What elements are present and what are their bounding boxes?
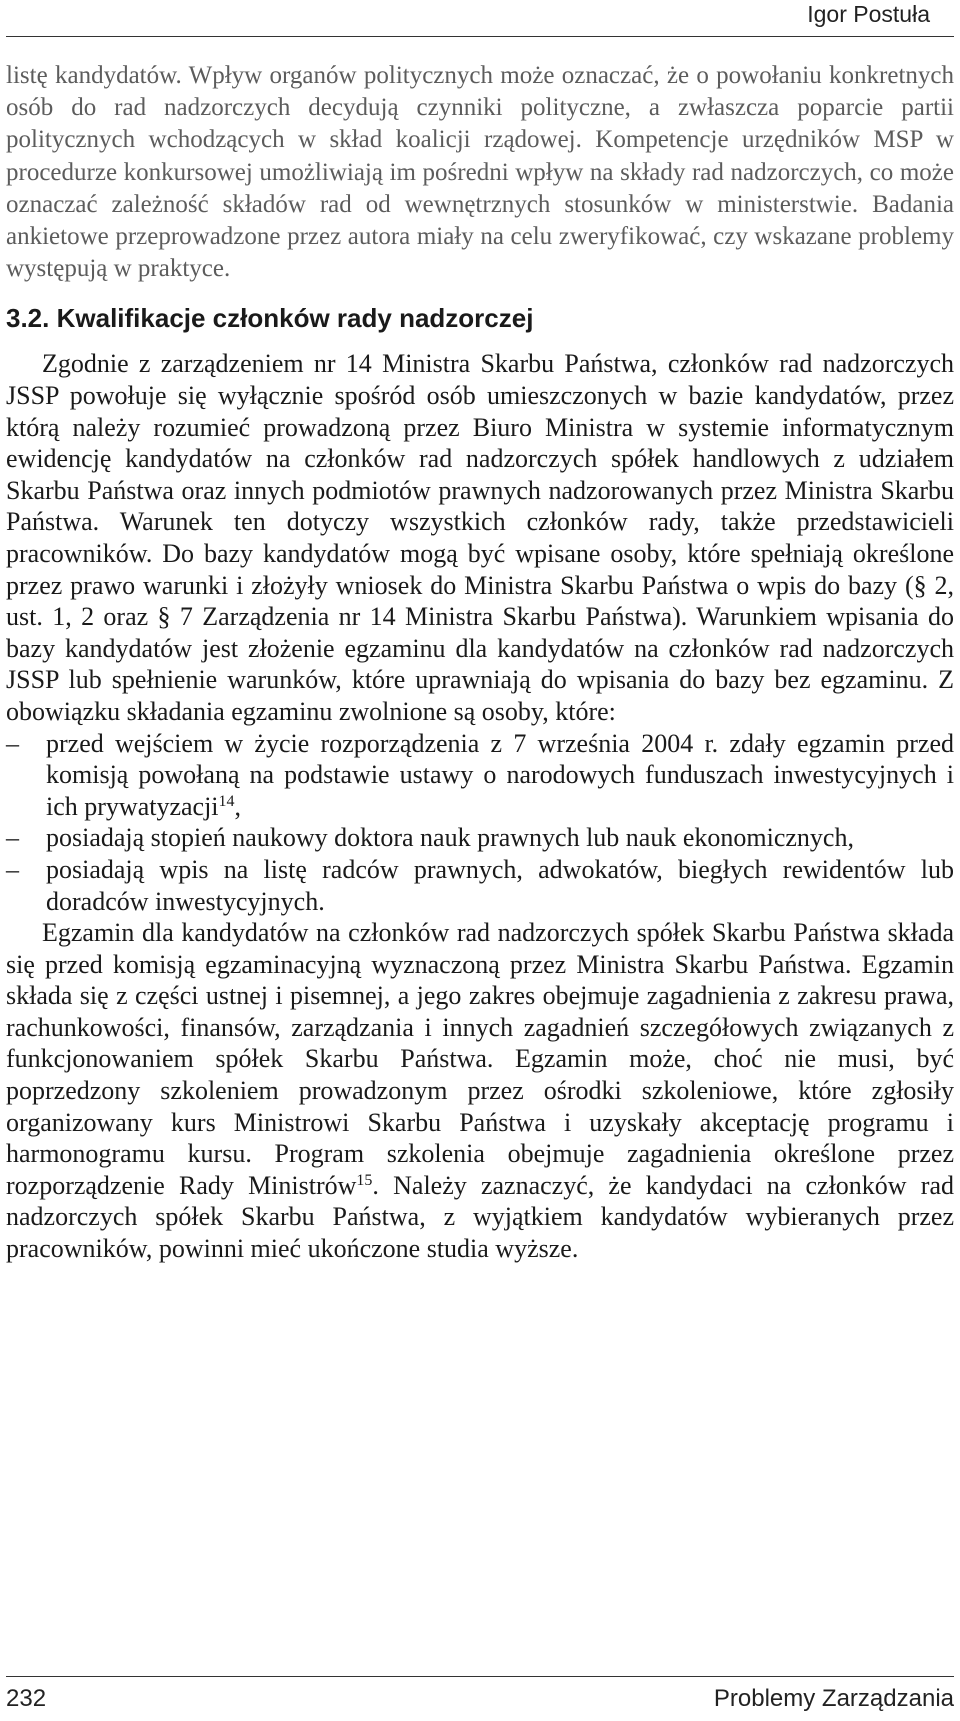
- footer-divider: [6, 1676, 954, 1677]
- exemption-list: [6, 728, 954, 918]
- paragraph-exam-text: Egzamin dla kandydatów na członków rad nadzorczych spółek Skarbu Państwa składa się przed komisją egzaminacyjną wyznaczoną przez Ministra Skarbu Państwa. Egzamin składa się z części ustnej i pisemnej, a jego zakres obejmuje zagadnienia z zakresu prawa, rachunkowości, finansów, zarządzania i innych zagadnień szczegółowych związanych z funkcjonowaniem spółek Skarbu Państwa. Egzamin może, choć nie musi, być poprzedzony szkoleniem prowadzonym przez ośrodki szkoleniowe, które zgłosiły organizowany kurs Ministrowi Skarbu Państwa i uzyskały akceptację programu i harmonogramu kursu. Program szkolenia obejmuje zagadnienia określone przez rozporządzenie Rady Ministrów: [6, 918, 954, 1200]
- running-head-author: Igor Postuła: [807, 1, 930, 27]
- page-body: [6, 60, 954, 1265]
- footnote-ref: 15: [356, 1171, 373, 1189]
- list-dash: –: [6, 854, 19, 884]
- list-item-text: posiadają wpis na listę radców prawnych, adwokatów, biegłych rewidentów lub doradców inwestycyjnych.: [46, 854, 954, 916]
- section-number: 3.2.: [6, 303, 50, 334]
- list-dash: –: [6, 728, 19, 758]
- list-item-text: przed wejściem w życie rozporządzenia z 7 września 2004 r. zdały egzamin przed komisją powołaną na podstawie ustawy o narodowych funduszach inwestycyjnych i ich prywatyzacji: [46, 728, 954, 821]
- section-heading: [6, 302, 954, 334]
- list-item: [6, 728, 954, 823]
- paragraph-exam: [6, 917, 954, 1265]
- intro-paragraph: listę kandydatów. Wpływ organów politycznych może oznaczać, że o powołaniu konkretnych osób do rad nadzorczych decydują czynniki polityczne, a zwłaszcza poparcie partii politycznych wchodzących w skład koalicji rządowej. Kompetencje urzędników MSP w procedurze konkursowej umożliwiają im pośredni wpływ na składy rad nadzorczych, co może oznaczać zależność składów rad od wewnętrznych stosunków w ministerstwie. Badania ankietowe przeprowadzone przez autora miały na celu zweryfikować, czy wskazane problemy występują w praktyce.: [6, 62, 954, 283]
- journal-title: Problemy Zarządzania: [713, 1685, 954, 1712]
- page-number: 232: [6, 1685, 47, 1712]
- paragraph-qualifications: Zgodnie z zarządzeniem nr 14 Ministra Skarbu Państwa, członków rad nadzorczych JSSP powołuje się wyłącznie spośród osób umieszczonych w bazie kandydatów, przez którą należy rozumieć prowadzoną przez Biuro Ministra w systemie informatycznym ewidencję kandydatów na członków rad nadzorczych spółek handlowych z udziałem Skarbu Państwa oraz innych podmiotów prawnych nadzorowanych przez Ministra Skarbu Państwa. Warunek ten dotyczy wszystkich członków rady, także przedstawicieli pracowników. Do bazy kandydatów mogą być wpisane osoby, które spełniają określone przez prawo warunki i złożyły wniosek do Ministra Skarbu Państwa o wpis do bazy (§ 2, ust. 1, 2 oraz § 7 Zarządzenia nr 14 Ministra Skarbu Państwa). Warunkiem wpisania do bazy kandydatów jest złożenie egzaminu dla kandydatów na członków rad nadzorczych JSSP lub spełnienie warunków, które uprawniają do wpisania do bazy bez egzaminu. Z obowiązku składania egzaminu zwolnione są osoby, które:: [6, 349, 954, 726]
- list-item: [6, 822, 954, 854]
- paragraph-exam-text-end: . Należy zaznaczyć, że kandydaci na członków rad nadzorczych spółek Skarbu Państwa, z wyjątkiem kandydatów wybieranych przez pracowników, powinni mieć ukończone studia wyższe.: [6, 1170, 954, 1264]
- list-item: [6, 854, 954, 917]
- list-dash: –: [6, 823, 19, 853]
- list-item-end: ,: [234, 791, 242, 821]
- header-divider: [6, 36, 954, 37]
- section-title: Kwalifikacje członków rady nadzorczej: [56, 303, 534, 334]
- list-item-text: posiadają stopień naukowy doktora nauk prawnych lub nauk ekonomicznych,: [46, 823, 854, 853]
- footnote-ref: 14: [218, 792, 235, 810]
